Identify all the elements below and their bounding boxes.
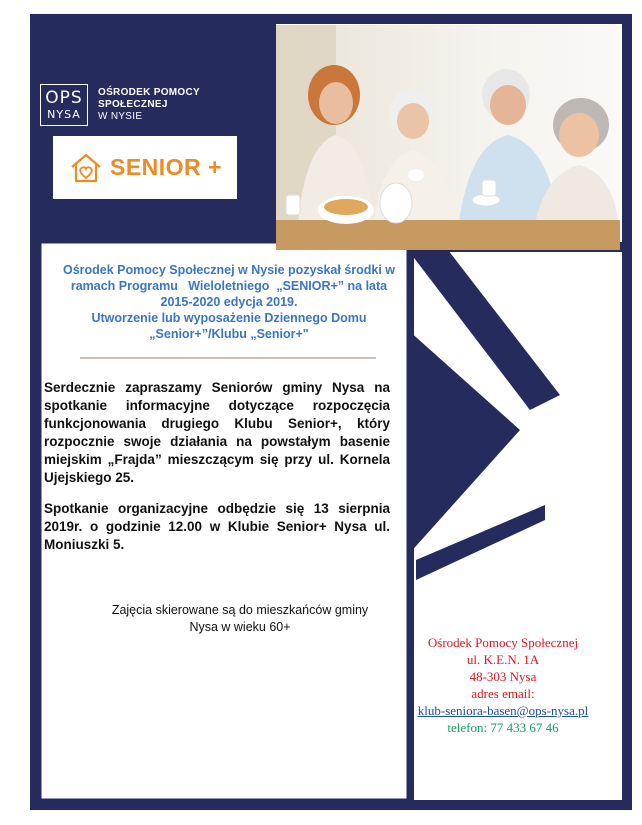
headline-line-2: ramach Programu Wieloletniego „SENIOR+” na lata: [70, 279, 388, 293]
ops-mark-bottom: NYSA: [47, 108, 81, 121]
ops-name-line-2: SPOŁECZNEJ: [98, 99, 168, 110]
seniors-photo: [276, 25, 620, 250]
contact-street: ul. K.E.N. 1A: [466, 652, 540, 667]
ops-name-line-3: W NYSIE: [98, 111, 143, 122]
ops-mark: [40, 84, 88, 126]
ops-name: [98, 87, 200, 123]
headline-line-4: Utworzenie lub wyposażenie Dziennego Domu: [91, 311, 367, 325]
contact-email-label: adres email:: [471, 686, 535, 701]
house-heart-icon: [68, 151, 104, 185]
senior-plus-logo: [53, 136, 237, 199]
audience-note: [80, 602, 400, 636]
headline-line-3: 2015-2020 edycja 2019.: [160, 295, 298, 309]
headline-line-5: „Senior+”/Klubu „Senior+": [149, 327, 309, 341]
contact-city: 48-303 Nysa: [469, 669, 537, 684]
ops-mark-top: OPS: [45, 88, 83, 108]
ops-name-line-1: OŚRODEK POMOCY: [98, 87, 200, 98]
contact-block: [398, 634, 608, 736]
headline-line-1: Ośrodek Pomocy Społecznej w Nysie pozyskał środki w: [62, 263, 396, 277]
contact-email-link[interactable]: klub-seniora-basen@ops-nysa.pl: [417, 703, 589, 718]
meeting-paragraph: Spotkanie organizacyjne odbędzie się 13 sierpnia 2019r. o godzinie 12.00 w Klubie Senior+ Nysa ul. Moniuszki 5.: [44, 500, 390, 552]
ops-logo: [40, 80, 240, 130]
senior-plus-text: SENIOR +: [109, 154, 222, 180]
header-block: [40, 24, 276, 242]
contact-phone: telefon: 77 433 67 46: [447, 720, 559, 735]
contact-org: Ośrodek Pomocy Społecznej: [427, 635, 579, 650]
audience-note-line-1: Zajęcia skierowane są do mieszkańców gminy: [111, 603, 369, 617]
divider: [80, 357, 376, 359]
headline: [48, 262, 410, 342]
invitation-paragraph: Serdecznie zapraszamy Seniorów gminy Nysa na spotkanie informacyjne dotyczące rozpoczęcia funkcjonowania drugiego Klubu Senior+, który rozpocznie swoje działania na powstałym basenie miejskim „Frajda” mieszczącym się przy ul. Kornela Ujejskiego 25.: [44, 379, 390, 485]
audience-note-line-2: Nysa w wieku 60+: [189, 620, 291, 634]
